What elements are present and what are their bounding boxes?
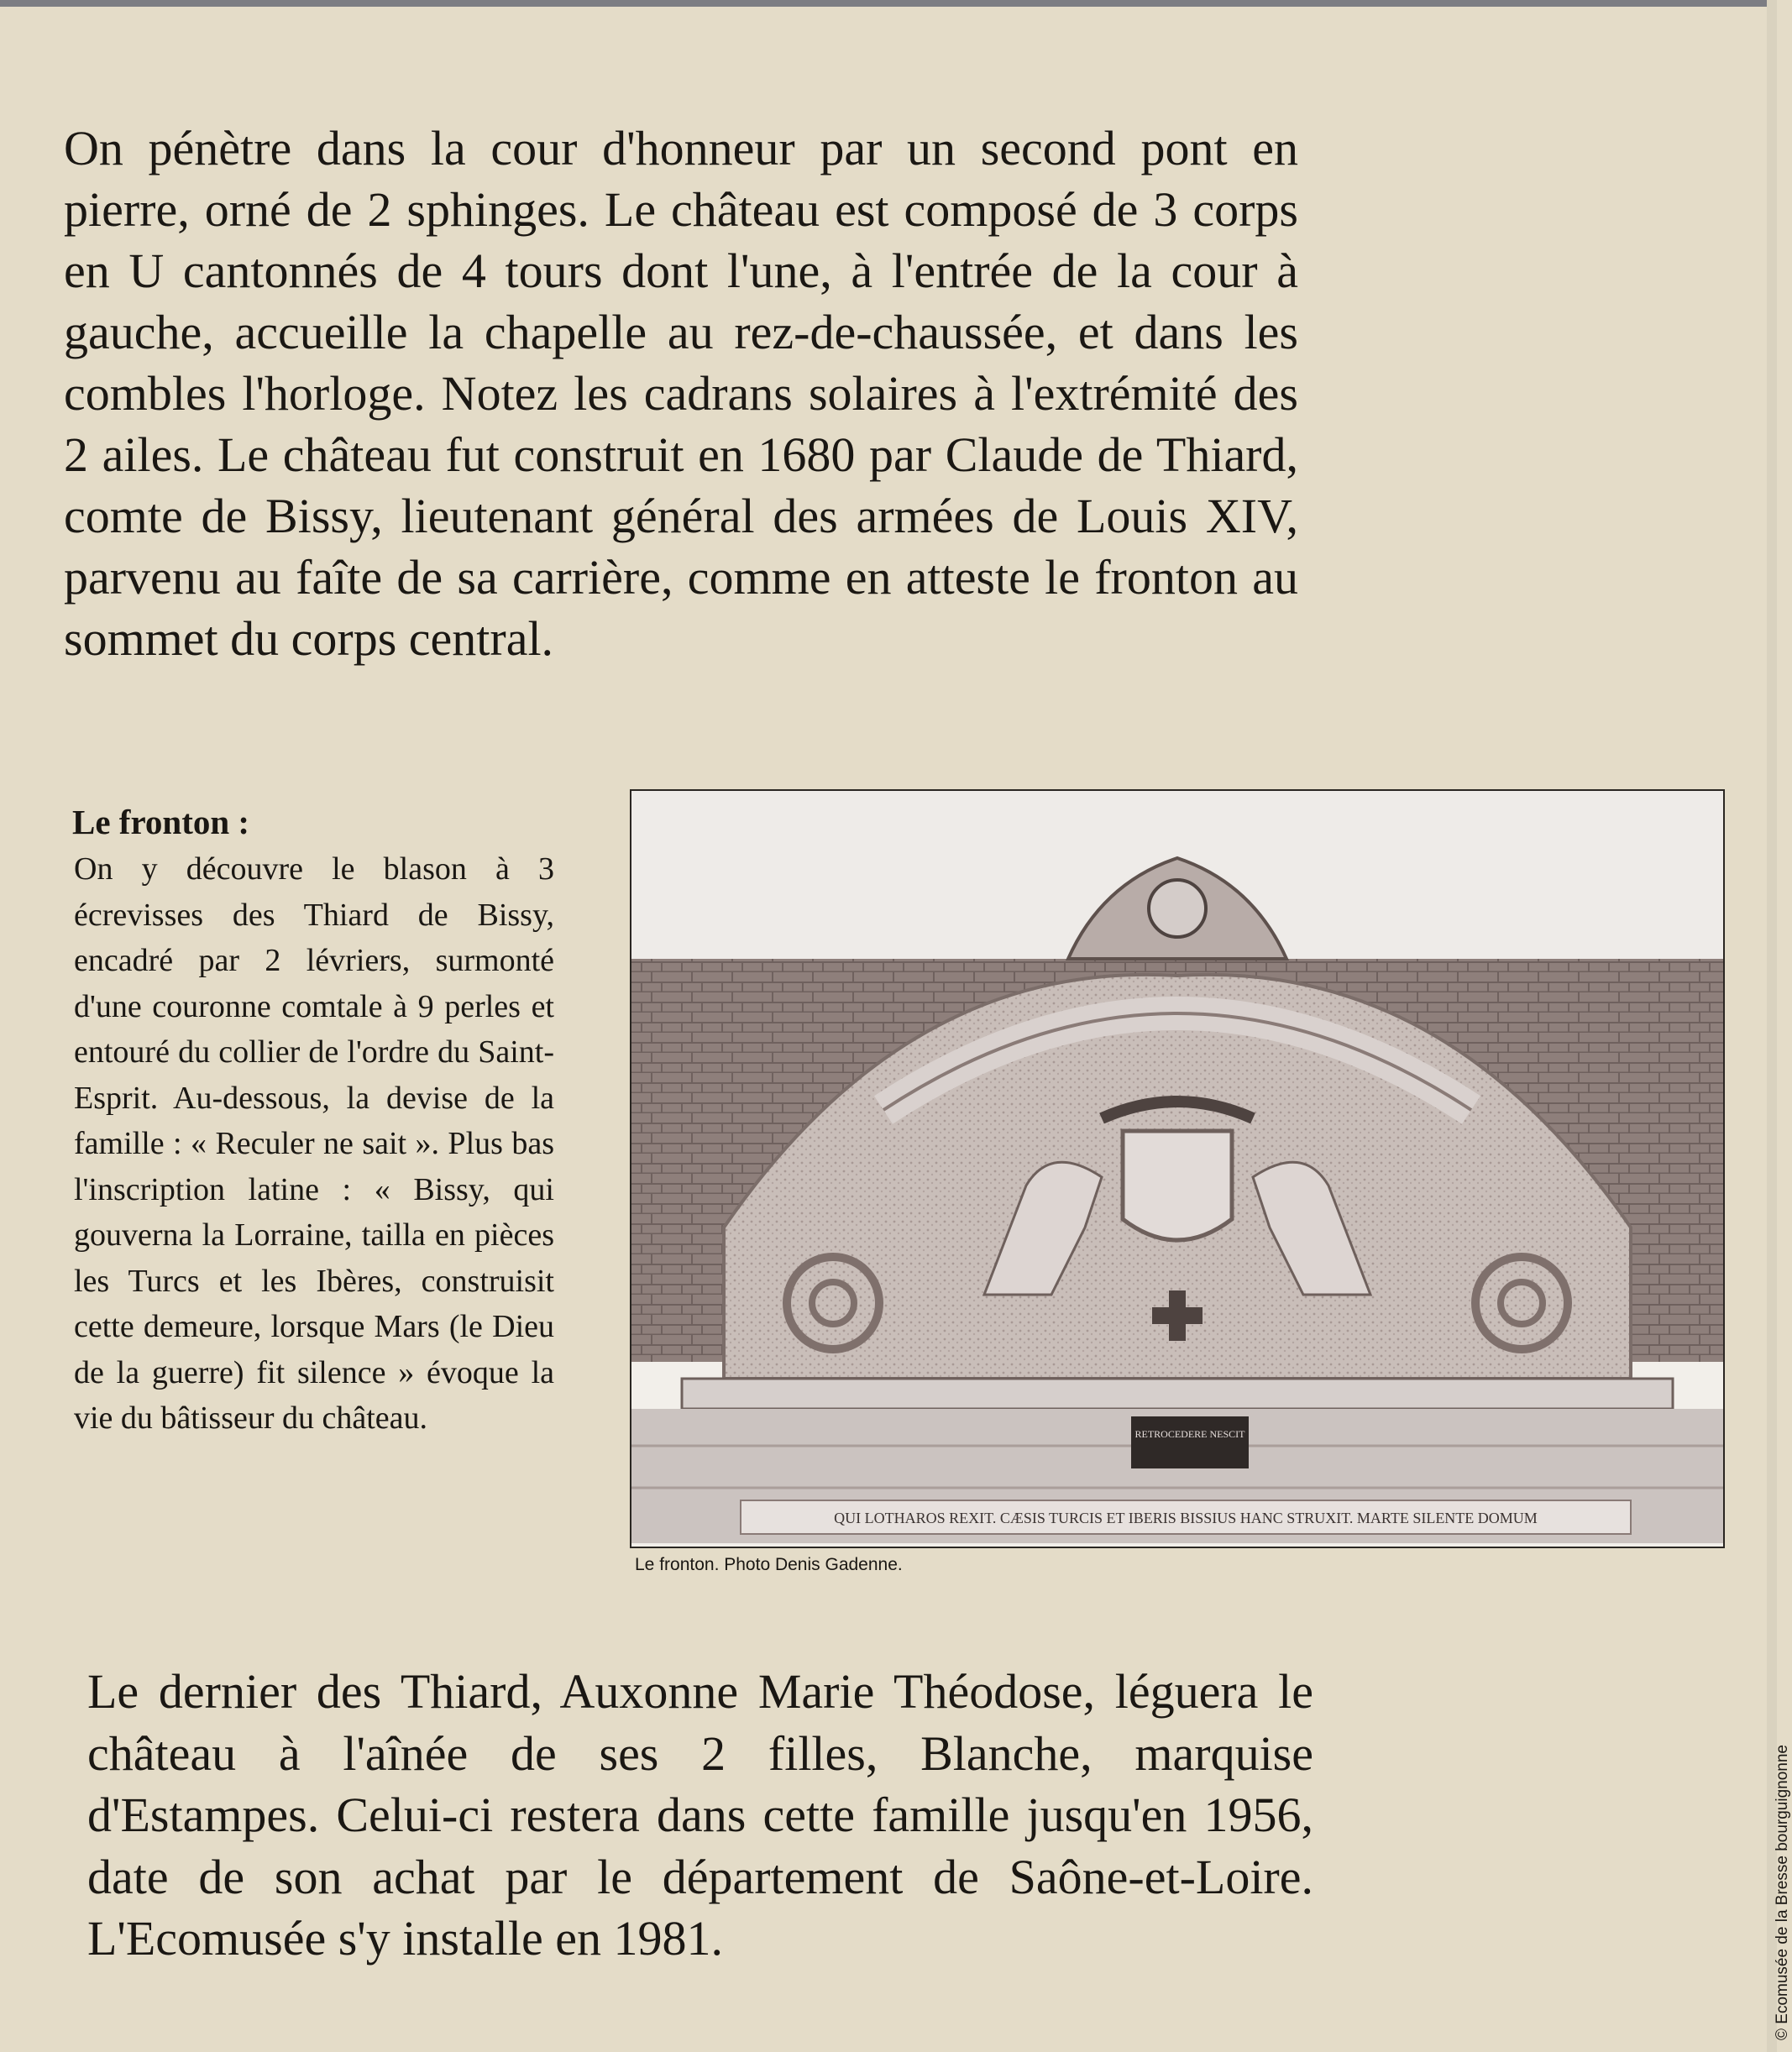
fronton-photo: [630, 789, 1725, 1548]
fronton-heading: Le fronton :: [72, 803, 250, 841]
motto-text: RETROCEDERE NESCIT: [1134, 1428, 1245, 1440]
closing-paragraph: Le dernier des Thiard, Auxonne Marie Théodose, léguera le château à l'aînée de ses 2 filles, Blanche, marquise d'Estampes. Celui-ci restera dans cette famille jusqu'en 1956, date de son achat par le département de Saône-et-Loire. L'Ecomusée s'y installe en 1981.: [87, 1664, 1313, 1966]
top-edge: [0, 0, 1777, 7]
fronton-description: On y découvre le blason à 3 écrevisses des Thiard de Bissy, encadré par 2 lévriers, surmonté d'une couronne comtale à 9 perles et entouré du collier de l'ordre du Saint-Esprit. Au-dessous, la devise de la famille : « Reculer ne sait ». Plus bas l'inscription latine : « Bissy, qui gouverna la Lorraine, tailla en pièces les Turcs et les Ibères, construisit cette demeure, lorsque Mars (le Dieu de la guerre) fit silence » évoque la vie du bâtisseur du château.: [74, 851, 554, 1436]
motto-plaque: [1131, 1416, 1249, 1468]
latin-inscription: QUI LOTHAROS REXIT. CÆSIS TURCIS ET IBERIS BISSIUS HANC STRUXIT. MARTE SILENTE DOMUM: [834, 1510, 1538, 1526]
coat-of-arms: [1123, 1131, 1232, 1240]
pediment-illustration: [631, 791, 1723, 1547]
cornice: [682, 1379, 1673, 1409]
intro-paragraph: On pénètre dans la cour d'honneur par un second pont en pierre, orné de 2 sphinges. Le château est composé de 3 corps en U cantonnés de 4 tours dont l'une, à l'entrée de la cour à gauche, accueille la chapelle au rez-de-chaussée, et dans les combles l'horloge. Notez les cadrans solaires à l'extrémité des 2 ailes. Le château fut construit en 1680 par Claude de Thiard, comte de Bissy, lieutenant général des armées de Louis XIV, parvenu au faîte de sa carrière, comme en atteste le fronton au sommet du corps central.: [64, 121, 1298, 666]
photo-caption: Le fronton. Photo Denis Gadenne.: [635, 1555, 903, 1574]
copyright-credit: © Ecomusée de la Bresse bourguignonne: [1774, 1744, 1791, 2040]
